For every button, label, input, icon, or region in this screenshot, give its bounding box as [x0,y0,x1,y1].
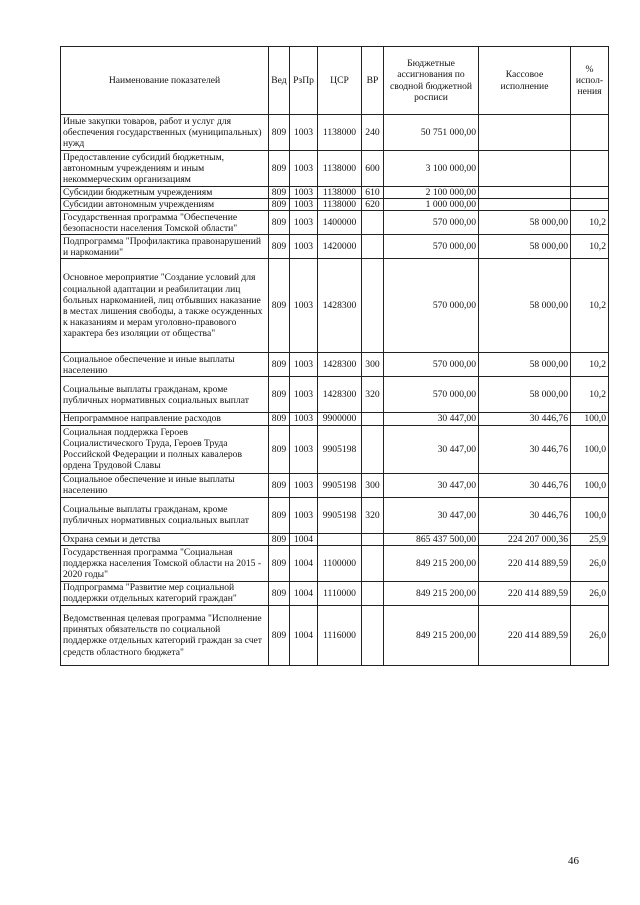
cell-budget: 50 751 000,00 [384,115,479,151]
cell-rzpr: 1003 [290,473,318,497]
cell-name: Субсидии бюджетным учреждениям [61,187,269,199]
cell-cash: 58 000,00 [479,353,571,377]
cell-cash: 58 000,00 [479,377,571,413]
cell-cash: 224 207 000,36 [479,533,571,545]
cell-name: Социальное обеспечение и иные выплаты населению [61,353,269,377]
cell-cash: 220 414 889,59 [479,605,571,665]
cell-vr: 600 [362,151,384,187]
cell-name: Подпрограмма "Развитие мер социальной поддержки отдельных категорий граждан" [61,581,269,605]
cell-name: Социальные выплаты гражданам, кроме публичных нормативных социальных выплат [61,497,269,533]
cell-cash [479,199,571,211]
cell-pct: 100,0 [571,413,609,425]
cell-ved: 809 [269,377,290,413]
table-row [61,473,609,497]
cell-pct: 10,2 [571,211,609,235]
cell-vr [362,533,384,545]
cell-cash: 30 446,76 [479,413,571,425]
cell-csr: 1420000 [318,235,362,259]
cell-pct: 100,0 [571,425,609,473]
cell-pct: 100,0 [571,497,609,533]
cell-budget: 570 000,00 [384,353,479,377]
cell-vr: 620 [362,199,384,211]
cell-cash [479,115,571,151]
cell-cash [479,151,571,187]
cell-vr [362,545,384,581]
cell-cash: 58 000,00 [479,259,571,353]
cell-ved: 809 [269,545,290,581]
cell-rzpr: 1003 [290,413,318,425]
cell-csr: 1428300 [318,259,362,353]
cell-name: Ведомственная целевая программа "Исполнение принятых обязательств по социальной поддержке отдельных категорий граждан за счет средств областного бюджета" [61,605,269,665]
cell-rzpr: 1003 [290,259,318,353]
cell-ved: 809 [269,187,290,199]
cell-cash: 58 000,00 [479,211,571,235]
table-row [61,545,609,581]
header-pct: % испол-нения [571,47,609,115]
cell-pct: 10,2 [571,353,609,377]
cell-vr [362,413,384,425]
table-body [61,115,609,666]
table-row [61,377,609,413]
cell-csr: 9900000 [318,413,362,425]
cell-pct: 10,2 [571,377,609,413]
table-row [61,425,609,473]
cell-name: Охрана семьи и детства [61,533,269,545]
cell-ved: 809 [269,605,290,665]
cell-name: Государственная программа "Обеспечение безопасности населения Томской области" [61,211,269,235]
table-row [61,187,609,199]
cell-csr: 1400000 [318,211,362,235]
cell-ved: 809 [269,199,290,211]
cell-pct: 25,9 [571,533,609,545]
cell-pct [571,151,609,187]
cell-name: Основное мероприятие "Создание условий для социальной адаптации и реабилитации лиц больных наркоманией, лиц отбывших наказание в местах лишения свободы, а также осужденных к наказаниям и мерам уголовно-правового характера без изоляции от общества" [61,259,269,353]
cell-ved: 809 [269,473,290,497]
cell-cash: 30 446,76 [479,425,571,473]
cell-pct: 10,2 [571,235,609,259]
table-row [61,497,609,533]
cell-budget: 30 447,00 [384,425,479,473]
cell-ved: 809 [269,115,290,151]
cell-budget: 570 000,00 [384,235,479,259]
cell-csr: 9905198 [318,425,362,473]
cell-csr: 1110000 [318,581,362,605]
cell-budget: 570 000,00 [384,377,479,413]
cell-name: Государственная программа "Социальная поддержка населения Томской области на 2015 - 2020 годы" [61,545,269,581]
cell-csr: 9905198 [318,473,362,497]
cell-csr: 9905198 [318,497,362,533]
table-row [61,533,609,545]
cell-pct: 26,0 [571,605,609,665]
cell-rzpr: 1003 [290,211,318,235]
cell-rzpr: 1003 [290,425,318,473]
cell-cash [479,187,571,199]
cell-budget: 2 100 000,00 [384,187,479,199]
table-row [61,605,609,665]
cell-vr [362,605,384,665]
cell-pct: 100,0 [571,473,609,497]
cell-budget: 30 447,00 [384,473,479,497]
cell-pct [571,115,609,151]
header-rzpr: РзПр [290,47,318,115]
header-cash: Кассовое исполнение [479,47,571,115]
cell-name: Непрограммное направление расходов [61,413,269,425]
cell-name: Субсидии автономным учреждениям [61,199,269,211]
cell-csr: 1428300 [318,377,362,413]
cell-vr [362,211,384,235]
cell-name: Подпрограмма "Профилактика правонарушений и наркомании" [61,235,269,259]
cell-ved: 809 [269,151,290,187]
cell-budget: 570 000,00 [384,259,479,353]
table-row [61,115,609,151]
cell-rzpr: 1003 [290,151,318,187]
cell-rzpr: 1004 [290,533,318,545]
header-csr: ЦСР [318,47,362,115]
cell-name: Социальное обеспечение и иные выплаты населению [61,473,269,497]
cell-cash: 58 000,00 [479,235,571,259]
cell-rzpr: 1004 [290,581,318,605]
cell-ved: 809 [269,413,290,425]
cell-rzpr: 1003 [290,353,318,377]
cell-budget: 30 447,00 [384,413,479,425]
cell-ved: 809 [269,497,290,533]
table-row [61,211,609,235]
cell-budget: 3 100 000,00 [384,151,479,187]
cell-rzpr: 1004 [290,545,318,581]
cell-vr [362,425,384,473]
header-row [61,47,609,115]
cell-pct: 26,0 [571,545,609,581]
header-vr: ВР [362,47,384,115]
table-row [61,259,609,353]
cell-name: Предоставление субсидий бюджетным, автономным учреждениям и иным некоммерческим организациям [61,151,269,187]
table-row [61,581,609,605]
header-name: Наименование показателей [61,47,269,115]
cell-rzpr: 1003 [290,187,318,199]
cell-ved: 809 [269,211,290,235]
cell-csr: 1428300 [318,353,362,377]
cell-pct: 26,0 [571,581,609,605]
cell-pct [571,187,609,199]
cell-csr: 1138000 [318,199,362,211]
cell-budget: 865 437 500,00 [384,533,479,545]
header-ved: Вед [269,47,290,115]
cell-csr: 1138000 [318,151,362,187]
cell-rzpr: 1003 [290,235,318,259]
cell-ved: 809 [269,353,290,377]
cell-csr: 1138000 [318,115,362,151]
cell-rzpr: 1003 [290,199,318,211]
cell-cash: 220 414 889,59 [479,545,571,581]
cell-ved: 809 [269,235,290,259]
cell-name: Социальные выплаты гражданам, кроме публичных нормативных социальных выплат [61,377,269,413]
cell-vr [362,581,384,605]
table-row [61,235,609,259]
cell-budget: 849 215 200,00 [384,581,479,605]
cell-budget: 570 000,00 [384,211,479,235]
cell-pct: 10,2 [571,259,609,353]
cell-ved: 809 [269,533,290,545]
cell-name: Социальная поддержка Героев Социалистического Труда, Героев Труда Российской Федерации и полных кавалеров ордена Трудовой Славы [61,425,269,473]
cell-cash: 220 414 889,59 [479,581,571,605]
cell-vr: 320 [362,377,384,413]
cell-vr: 240 [362,115,384,151]
cell-vr [362,235,384,259]
table-row [61,413,609,425]
cell-cash: 30 446,76 [479,497,571,533]
cell-vr: 300 [362,353,384,377]
cell-csr: 1138000 [318,187,362,199]
cell-rzpr: 1004 [290,605,318,665]
cell-ved: 809 [269,259,290,353]
table-row [61,199,609,211]
cell-csr: 1100000 [318,545,362,581]
budget-execution-table [60,46,609,666]
cell-cash: 30 446,76 [479,473,571,497]
cell-csr: 1116000 [318,605,362,665]
cell-rzpr: 1003 [290,377,318,413]
cell-rzpr: 1003 [290,115,318,151]
page-number: 46 [568,855,579,867]
cell-budget: 1 000 000,00 [384,199,479,211]
cell-vr: 300 [362,473,384,497]
cell-vr: 320 [362,497,384,533]
cell-vr: 610 [362,187,384,199]
header-budget: Бюджетные ассигнования по сводной бюджетной росписи [384,47,479,115]
table-row [61,151,609,187]
cell-vr [362,259,384,353]
cell-csr [318,533,362,545]
cell-ved: 809 [269,581,290,605]
table-row [61,353,609,377]
cell-pct [571,199,609,211]
cell-budget: 849 215 200,00 [384,545,479,581]
cell-ved: 809 [269,425,290,473]
cell-budget: 30 447,00 [384,497,479,533]
cell-name: Иные закупки товаров, работ и услуг для обеспечения государственных (муниципальных) нужд [61,115,269,151]
cell-budget: 849 215 200,00 [384,605,479,665]
cell-rzpr: 1003 [290,497,318,533]
